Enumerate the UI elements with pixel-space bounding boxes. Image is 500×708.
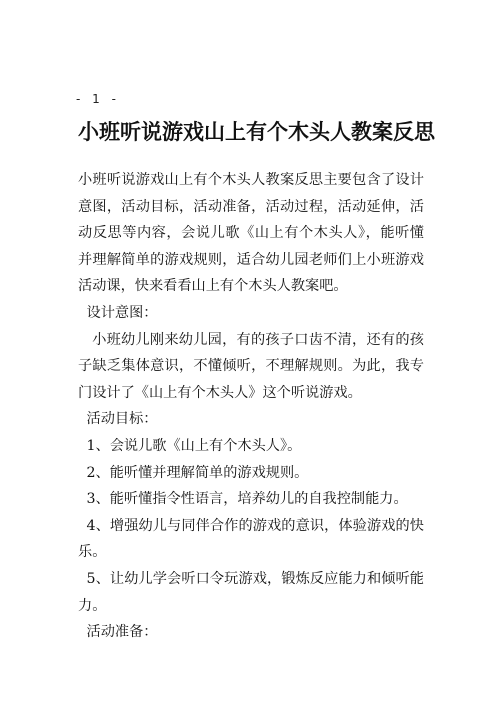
goals-heading: 活动目标： [86, 411, 158, 428]
page-number: - 1 - [76, 92, 120, 106]
document-body [78, 167, 424, 646]
goal-item-2: 2、能听懂并理解简单的游戏规则。 [86, 464, 309, 481]
goal-item-5: 5、让幼儿学会听口令玩游戏，锻炼反应能力和倾听能力。 [78, 570, 424, 614]
design-paragraph: 小班幼儿刚来幼儿园，有的孩子口齿不清，还有的孩子缺乏集体意识，不懂倾听，不理解规则。为此，我专门设计了《山上有个木头人》这个听说游戏。 [78, 331, 424, 401]
intro-paragraph: 小班听说游戏山上有个木头人教案反思主要包含了设计意图，活动目标，活动准备，活动过程，活动延伸，活动反思等内容，会说儿歌《山上有个木头人》，能听懂并理解简单的游戏规则，适合幼儿园老师们上小班游戏活动课，快来看看山上有个木头人教案吧。 [78, 172, 424, 295]
goal-item-3: 3、能听懂指令性语言，培养幼儿的自我控制能力。 [86, 491, 408, 508]
goal-item-1: 1、会说儿歌《山上有个木头人》。 [86, 437, 302, 454]
document-title: 小班听说游戏山上有个木头人教案反思 [78, 120, 435, 144]
design-heading: 设计意图： [86, 304, 158, 321]
prep-heading: 活动准备： [86, 624, 158, 641]
goal-item-4: 4、增强幼儿与同伴合作的游戏的意识，体验游戏的快乐。 [78, 517, 424, 561]
